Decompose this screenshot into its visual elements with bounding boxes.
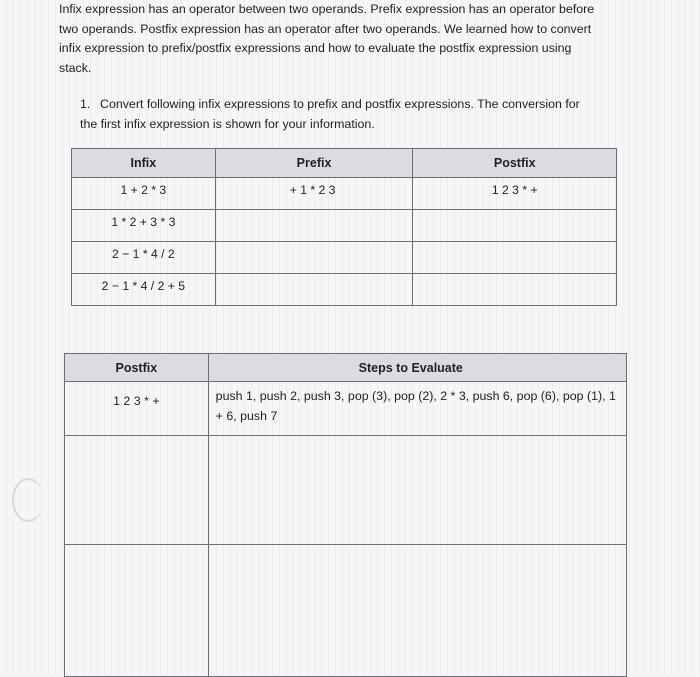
table-header-row bbox=[72, 149, 617, 178]
prefix-cell[interactable] bbox=[215, 242, 413, 274]
question-text: Convert following infix expressions to prefix and postfix expressions. The conversion for the first infix expression is shown for your information. bbox=[80, 97, 580, 131]
pen-mark bbox=[12, 478, 44, 522]
steps-cell[interactable] bbox=[208, 545, 626, 677]
evaluation-table bbox=[64, 353, 627, 677]
infix-cell: 1 + 2 * 3 bbox=[72, 178, 216, 210]
postfix-cell[interactable] bbox=[413, 274, 617, 306]
table-header-row bbox=[65, 354, 627, 382]
table-row bbox=[72, 242, 617, 274]
header-postfix: Postfix bbox=[65, 354, 209, 382]
intro-paragraph: Infix expression has an operator between two operands. Prefix expression has an operator before two operands. Postfix expression has an operator after two operands. We learned how to convert infix expression to prefix/postfix expressions and how to evaluate the postfix expression using stack. bbox=[59, 2, 595, 75]
question-1 bbox=[80, 95, 600, 134]
header-steps: Steps to Evaluate bbox=[208, 354, 626, 382]
postfix-cell: 1 2 3 * + bbox=[65, 382, 209, 436]
postfix-cell[interactable] bbox=[65, 436, 209, 545]
steps-cell: push 1, push 2, push 3, pop (3), pop (2), 2 * 3, push 6, pop (6), pop (1), 1 + 6, push 7 bbox=[208, 382, 626, 436]
infix-cell: 2 − 1 * 4 / 2 + 5 bbox=[72, 274, 216, 306]
table-row bbox=[72, 178, 617, 210]
postfix-cell[interactable] bbox=[65, 545, 209, 677]
table-row bbox=[65, 382, 627, 436]
postfix-cell[interactable] bbox=[413, 242, 617, 274]
prefix-cell[interactable] bbox=[215, 274, 413, 306]
header-prefix: Prefix bbox=[215, 149, 413, 178]
table-row bbox=[65, 436, 627, 545]
table-row bbox=[72, 210, 617, 242]
postfix-cell[interactable] bbox=[413, 210, 617, 242]
table-row bbox=[72, 274, 617, 306]
table-row bbox=[65, 545, 627, 677]
question-number: 1. bbox=[80, 97, 91, 111]
steps-cell[interactable] bbox=[208, 436, 626, 545]
prefix-cell[interactable] bbox=[215, 210, 413, 242]
infix-cell: 2 − 1 * 4 / 2 bbox=[72, 242, 216, 274]
conversion-table bbox=[71, 148, 617, 306]
prefix-cell[interactable]: + 1 * 2 3 bbox=[215, 178, 413, 210]
postfix-cell[interactable]: 1 2 3 * + bbox=[413, 178, 617, 210]
infix-cell: 1 * 2 + 3 * 3 bbox=[72, 210, 216, 242]
header-infix: Infix bbox=[72, 149, 216, 178]
header-postfix: Postfix bbox=[413, 149, 617, 178]
